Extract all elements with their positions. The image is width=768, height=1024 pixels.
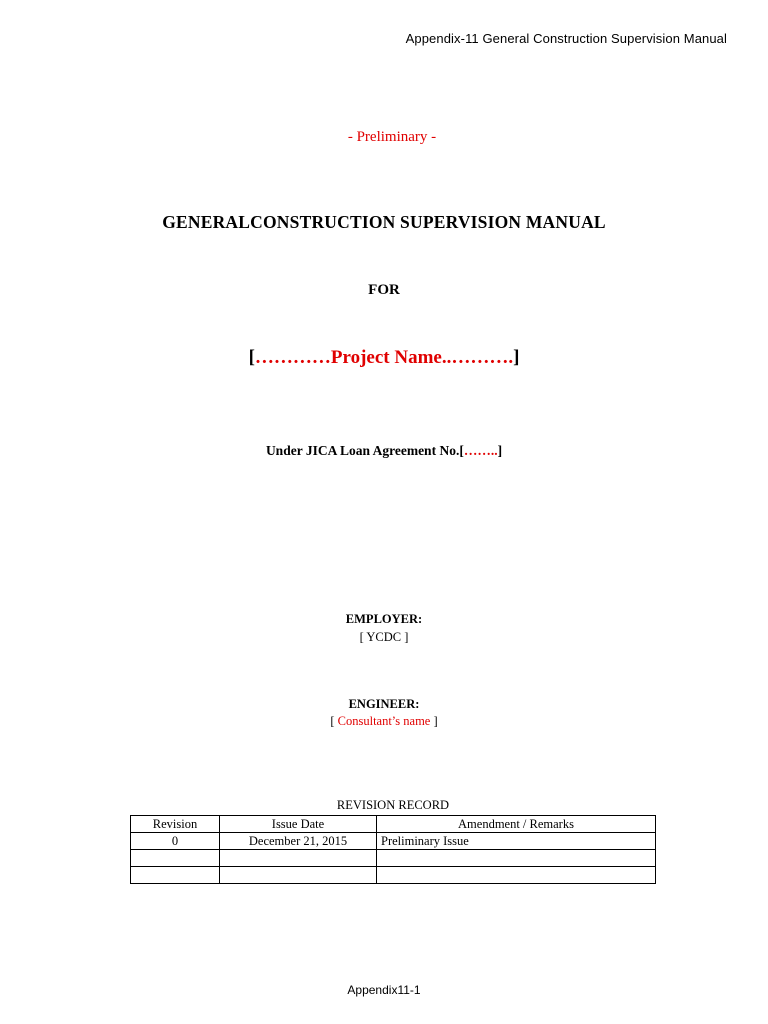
table-row: [131, 850, 656, 867]
revision-record-table: [130, 815, 656, 884]
revision-record-caption: REVISION RECORD: [336, 798, 450, 812]
engineer-name-placeholder: Consultant’s name: [337, 714, 431, 728]
loan-prefix: Under JICA Loan Agreement No.[: [265, 443, 464, 458]
preliminary-status: - Preliminary -: [347, 129, 437, 145]
cell-remarks: [377, 867, 656, 884]
running-header: Appendix-11 General Construction Supervision Manual: [405, 31, 727, 46]
project-name-line: [0, 347, 768, 369]
engineer-value: [0, 714, 768, 729]
table-header-row: [131, 816, 656, 833]
cell-remarks: [377, 850, 656, 867]
header-revision: Revision: [131, 816, 220, 833]
cell-issue-date: [220, 850, 377, 867]
project-bracket-close: ]: [513, 347, 520, 368]
engineer-bracket-close: ]: [430, 714, 438, 728]
employer-label: EMPLOYER:: [345, 612, 423, 626]
cell-remarks: Preliminary Issue: [377, 833, 656, 850]
document-title: GENERALCONSTRUCTION SUPERVISION MANUAL: [162, 212, 606, 232]
cell-revision: 0: [131, 833, 220, 850]
header-issue-date: Issue Date: [220, 816, 377, 833]
project-name-placeholder: …………Project Name..……….: [254, 347, 514, 368]
loan-agreement-line: [0, 443, 768, 459]
header-remarks: Amendment / Remarks: [377, 816, 656, 833]
project-bracket-open: [: [248, 347, 255, 368]
cell-issue-date: December 21, 2015: [220, 833, 377, 850]
loan-number-placeholder: ……..: [463, 443, 498, 458]
table-row: [131, 867, 656, 884]
engineer-label: ENGINEER:: [348, 697, 420, 711]
cell-revision: [131, 850, 220, 867]
loan-bracket-close: ]: [497, 443, 503, 458]
employer-value: [ YCDC ]: [359, 630, 409, 644]
cell-issue-date: [220, 867, 377, 884]
engineer-bracket-open: [: [330, 714, 338, 728]
table-row: [131, 833, 656, 850]
cell-revision: [131, 867, 220, 884]
page-footer: Appendix11-1: [347, 983, 421, 997]
for-label: FOR: [368, 282, 400, 298]
